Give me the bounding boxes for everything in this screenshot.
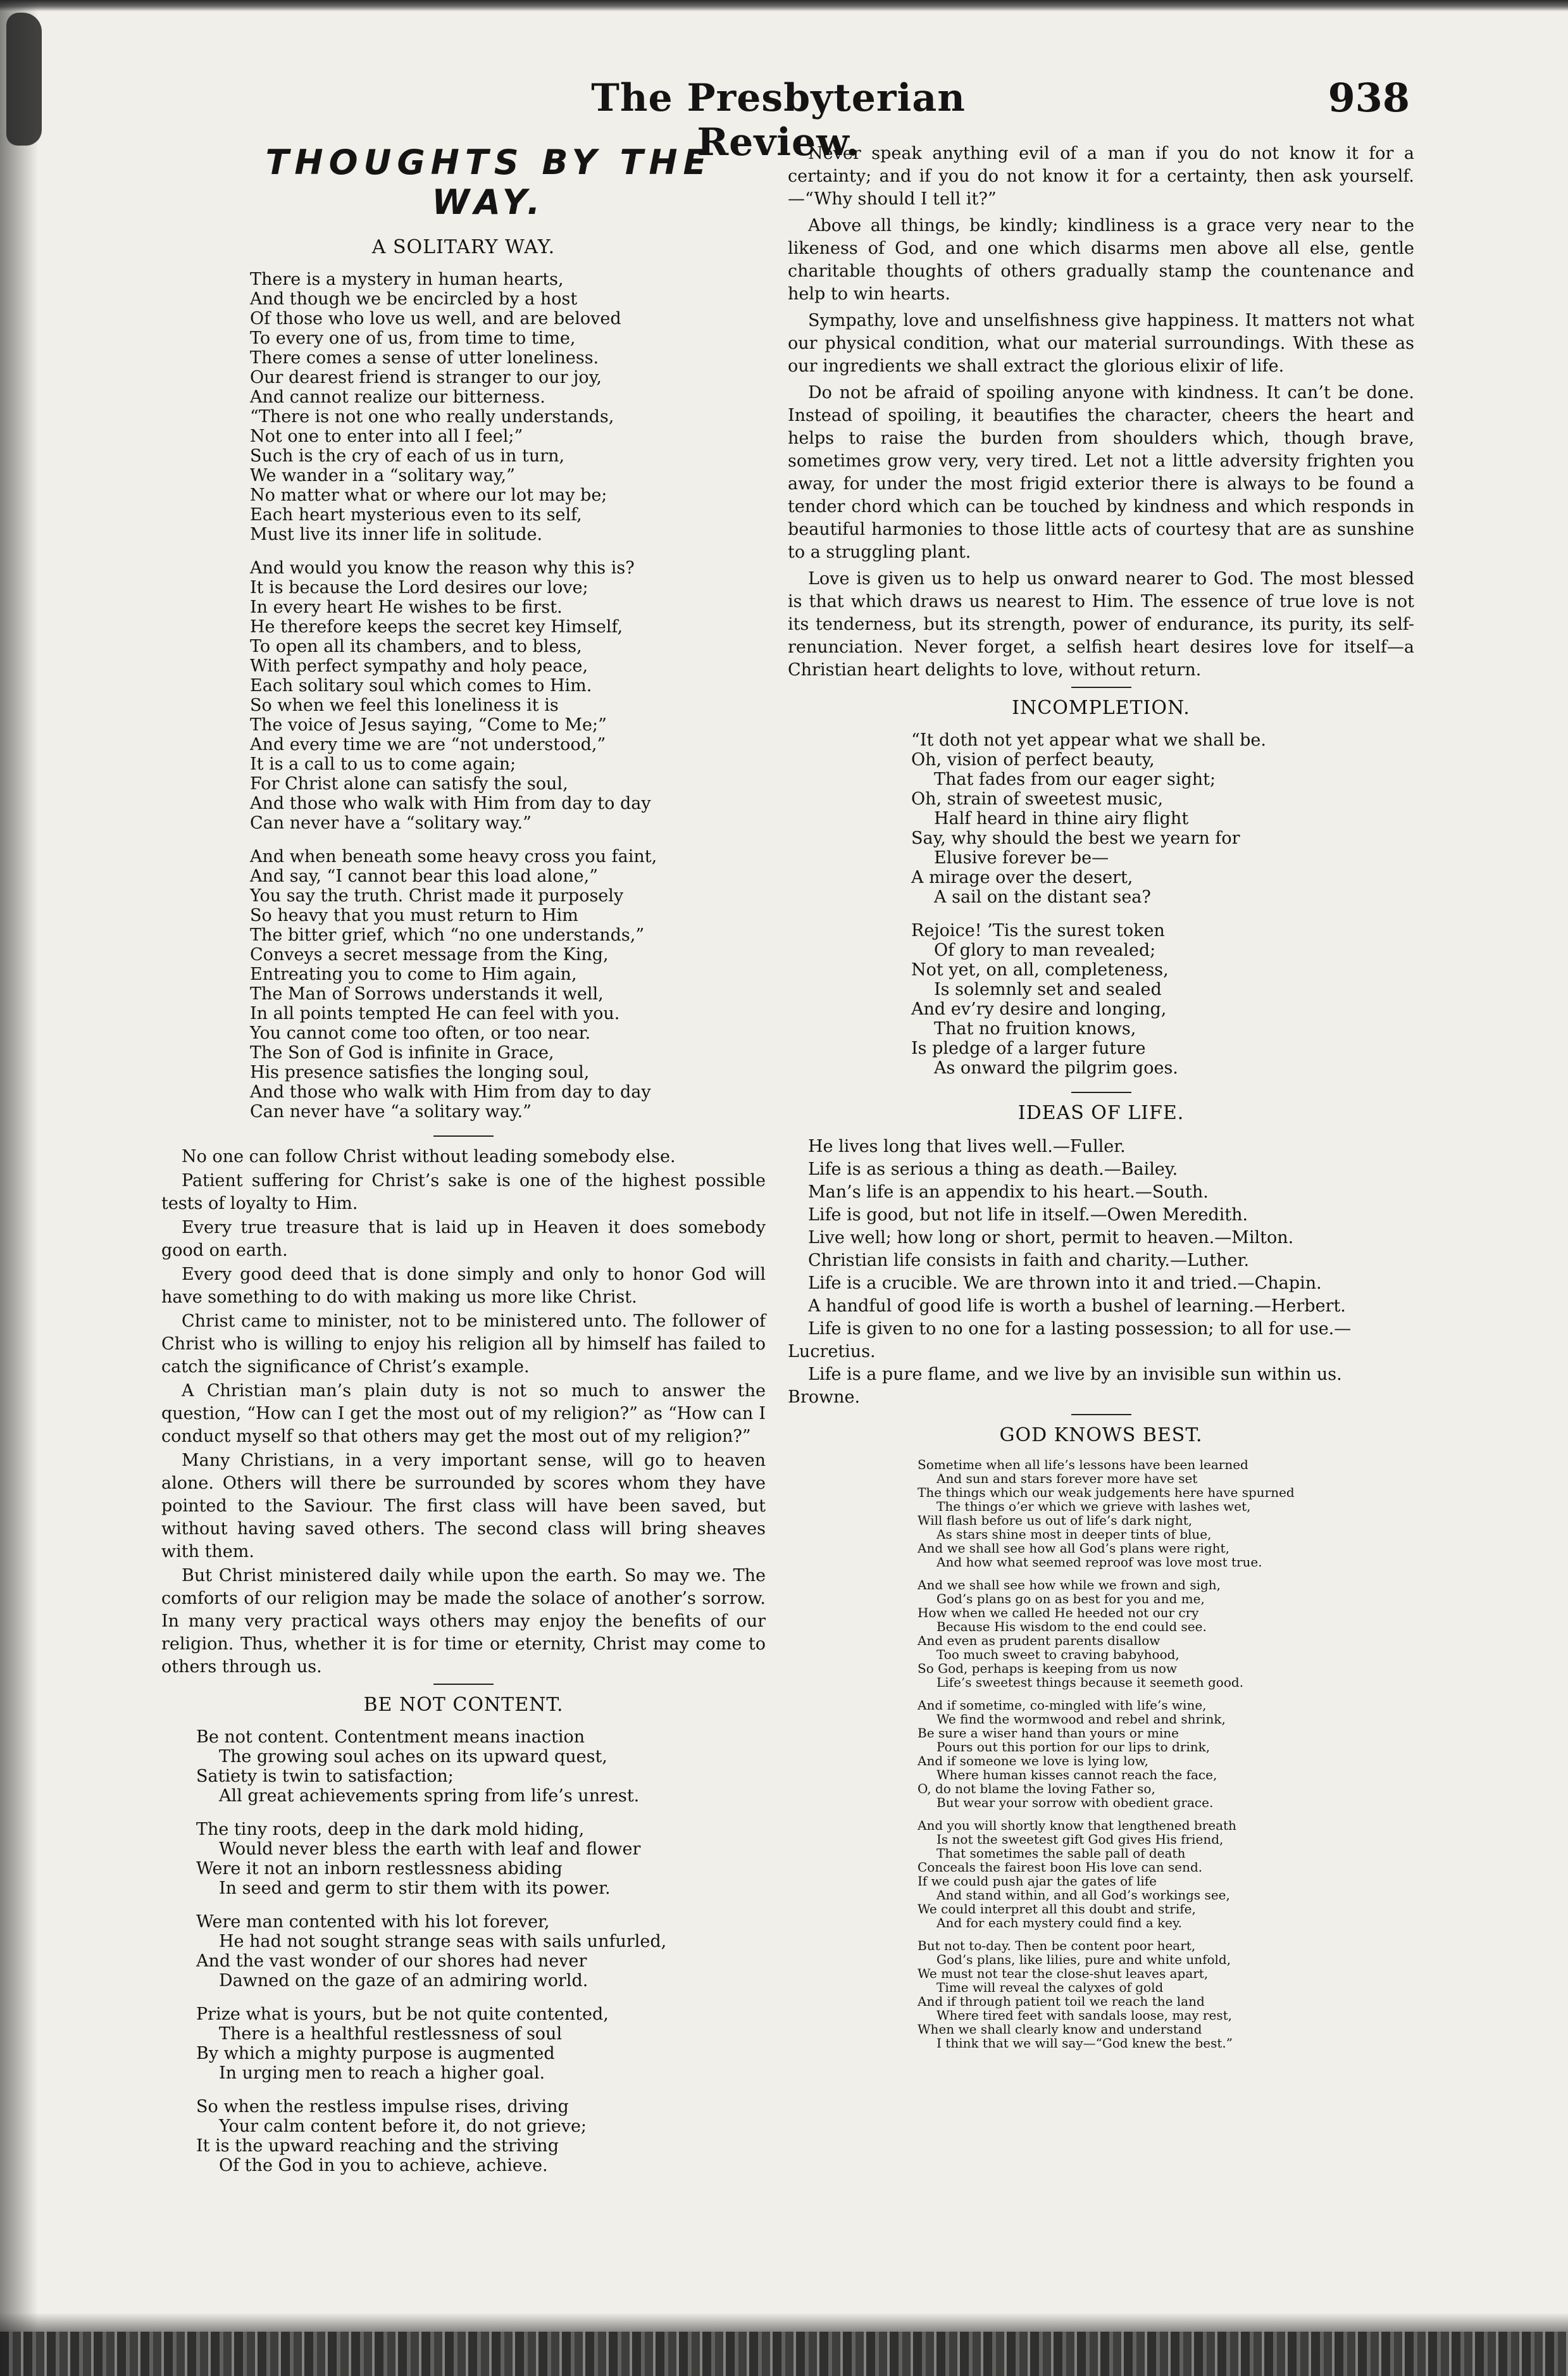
poem-line: And we shall see how while we frown and sigh,	[918, 1577, 1221, 1592]
poem-line: Can never have “a solitary way.”	[250, 1102, 532, 1122]
idea-line: Life is as serious a thing as death.—Bailey.	[808, 1160, 1178, 1179]
paragraph: Never speak anything evil of a man if you do not know it for a certainty; and if you do not know it for a certainty, then ask yourself.—“Why should I tell it?”	[788, 144, 1414, 209]
scan-bottom-fade	[0, 2313, 1568, 2332]
not-content-poem	[161, 1727, 766, 2175]
poem-line: There is a healthful restlessness of soul	[219, 2024, 563, 2044]
poem-line: Half heard in thine airy flight	[934, 809, 1189, 828]
poem-stanza	[250, 558, 766, 833]
poem-line: And we shall see how all God’s plans were right,	[918, 1541, 1229, 1556]
poem-line: We find the wormwood and rebel and shrink,	[936, 1711, 1226, 1727]
poem-line: “There is not one who really understands,	[250, 407, 614, 427]
poem-line: Life’s sweetest things because it seemeth good.	[936, 1675, 1244, 1690]
poem-line: Conceals the fairest boon His love can send.	[918, 1860, 1203, 1875]
poem-line: And though we be encircled by a host	[250, 289, 578, 309]
right-paragraphs	[788, 142, 1414, 682]
poem-line: We could interpret all this doubt and strife,	[918, 1901, 1196, 1916]
paragraph: Many Christians, in a very important sense, will go to heaven alone. Others will there be surrounded by scores whom they have pointed to the Saviour. The first class will have been saved, but without having saved others. The second class will bring sheaves with them.	[161, 1451, 766, 1561]
idea-line: Life is good, but not life in itself.—Owen Meredith.	[808, 1205, 1248, 1225]
poem-line: To open all its chambers, and to bless,	[250, 637, 582, 656]
poem-line: You cannot come too often, or too near.	[250, 1023, 591, 1043]
paragraph: Do not be afraid of spoiling anyone with kindness. It can’t be done. Instead of spoiling, it beautifies the character, cheers the heart and helps to raise the burden from shoulders which, though brave, sometimes grow very, very tired. Let not a little adversity frighten you away, for under the most frigid exterior there is always to be found a tender chord which can be touched by kindness and which responds in beautiful harmonies to those little acts of courtesy that are as sunshine to a struggling plant.	[788, 383, 1414, 562]
section-rule	[433, 1684, 494, 1685]
poem-line: You say the truth. Christ made it purposely	[250, 886, 624, 906]
paragraph: Patient suffering for Christ’s sake is one of the highest possible tests of loyalty to Him.	[161, 1171, 766, 1213]
poem-line: Rejoice! ’Tis the surest token	[911, 921, 1165, 941]
poem-line: God’s plans go on as best for you and me,	[936, 1591, 1205, 1606]
scan-left-edge	[0, 0, 38, 2376]
poem-line: God’s plans, like lilies, pure and white unfold,	[936, 1952, 1231, 1967]
poem-line: The voice of Jesus saying, “Come to Me;”	[250, 715, 607, 735]
idea-line: Christian life consists in faith and charity.—Luther.	[808, 1251, 1250, 1270]
poem-line: Too much sweet to craving babyhood,	[936, 1647, 1179, 1662]
poem-line: Where tired feet with sandals loose, may rest,	[936, 2008, 1232, 2023]
poem-line: But not to-day. Then be content poor heart,	[918, 1938, 1196, 1953]
poem-line: And every time we are “not understood,”	[250, 735, 606, 754]
idea-line: Life is given to no one for a lasting possession; to all for use.—	[808, 1319, 1352, 1339]
poem-line: And if through patient toil we reach the land	[918, 1994, 1205, 2009]
god-knows-poem	[788, 1458, 1414, 2050]
poem-line: All great achievements spring from life’s unrest.	[219, 1786, 640, 1806]
poem-line: Say, why should the best we yearn for	[911, 828, 1240, 848]
poem-line: By which a mighty purpose is augmented	[196, 2044, 555, 2063]
idea-line: Live well; how long or short, permit to heaven.—Milton.	[808, 1228, 1294, 1247]
not-content-heading: BE NOT CONTENT.	[363, 1694, 564, 1716]
poem-line: And for each mystery could find a key.	[936, 1915, 1182, 1930]
poem-line: It is a call to us to come again;	[250, 754, 516, 774]
poem-line: He therefore keeps the secret key Himself,	[250, 617, 623, 637]
incompletion-poem	[788, 730, 1414, 1078]
poem-line: Entreating you to come to Him again,	[250, 965, 577, 984]
paragraph: A Christian man’s plain duty is not so much to answer the question, “How can I get the most out of my religion?” as “How can I conduct myself so that others may get the most out of my religion?”	[161, 1381, 766, 1446]
poem-line: Conveys a secret message from the King,	[250, 945, 609, 965]
poem-line: Each solitary soul which comes to Him.	[250, 676, 592, 696]
paragraph: Every true treasure that is laid up in Heaven it does somebody good on earth.	[161, 1218, 766, 1260]
poem-line: Be not content. Contentment means inaction	[196, 1727, 585, 1747]
poem-line: And stand within, and all God’s workings see,	[936, 1887, 1230, 1903]
poem-line: With perfect sympathy and holy peace,	[250, 656, 588, 676]
poem-line: Oh, vision of perfect beauty,	[911, 750, 1155, 770]
poem-line: How when we called He heeded not our cry	[918, 1605, 1199, 1620]
poem-line: Such is the cry of each of us in turn,	[250, 446, 565, 466]
poem-line: In every heart He wishes to be first.	[250, 597, 563, 617]
poem-line: And if sometime, co-mingled with life’s wine,	[918, 1698, 1207, 1713]
incompletion-heading: INCOMPLETION.	[1012, 697, 1190, 719]
poem-line: The bitter grief, which “no one understands,”	[250, 925, 645, 945]
paragraph: Above all things, be kindly; kindliness is a grace very near to the likeness of God, and one which disarms men above all else, gentle charitable thoughts of others gradually stamp the countenance and help to win hearts.	[788, 216, 1414, 304]
poem-line: Sometime when all life’s lessons have been learned	[918, 1457, 1248, 1472]
poem-line: It is the upward reaching and the striving	[196, 2136, 559, 2156]
poem-stanza	[911, 730, 1414, 907]
poem-line: The Man of Sorrows understands it well,	[250, 984, 604, 1004]
poem-line: That no fruition knows,	[934, 1019, 1136, 1039]
poem-line: Your calm content before it, do not grieve;	[219, 2117, 587, 2136]
poem-stanza	[918, 1578, 1414, 1689]
idea-line: Life is a crucible. We are thrown into it and tried.—Chapin.	[808, 1273, 1322, 1293]
poem-line: And if someone we love is lying low,	[918, 1753, 1148, 1768]
poem-line: As onward the pilgrim goes.	[934, 1058, 1178, 1078]
poem-stanza	[250, 270, 766, 544]
left-column	[161, 142, 766, 2189]
poem-line: That sometimes the sable pall of death	[936, 1846, 1186, 1861]
poem-line: Be sure a wiser hand than yours or mine	[918, 1725, 1179, 1741]
poem-line: The growing soul aches on its upward quest,	[219, 1747, 607, 1766]
poem-line: Not yet, on all, completeness,	[911, 960, 1169, 980]
poem-line: Of the God in you to achieve, achieve.	[219, 2156, 548, 2175]
page-number: 938	[1328, 75, 1410, 121]
poem-line: Is pledge of a larger future	[911, 1039, 1146, 1058]
idea-line: Man’s life is an appendix to his heart.—South.	[808, 1182, 1209, 1202]
poem-stanza	[911, 921, 1414, 1078]
poem-line: That fades from our eager sight;	[934, 770, 1216, 789]
poem-line: And would you know the reason why this is?	[250, 558, 635, 578]
left-paragraphs	[161, 1146, 766, 1679]
idea-line: Life is a pure flame, and we live by an invisible sun within us.	[808, 1365, 1342, 1384]
idea-line-continuation: Lucretius.	[788, 1342, 876, 1361]
poem-line: Were it not an inborn restlessness abiding	[196, 1859, 563, 1879]
scan-bottom-edge	[0, 2332, 1568, 2376]
poem-line: No matter what or where our lot may be;	[250, 485, 607, 505]
poem-line: Will flash before us out of life’s dark night,	[918, 1513, 1193, 1528]
poem-line: We must not tear the close-shut leaves apart,	[918, 1966, 1209, 1981]
poem-line: The tiny roots, deep in the dark mold hiding,	[196, 1820, 585, 1839]
poem-line: The Son of God is infinite in Grace,	[250, 1043, 554, 1063]
poem-stanza	[196, 2004, 766, 2083]
poem-line: So when we feel this loneliness it is	[250, 696, 559, 715]
poem-line: To every one of us, from time to time,	[250, 328, 576, 348]
poem-line: The things o’er which we grieve with lashes wet,	[936, 1499, 1251, 1514]
poem-line: In all points tempted He can feel with you.	[250, 1004, 620, 1023]
poem-line: Can never have a “solitary way.”	[250, 813, 532, 833]
poem-line: Each heart mysterious even to its self,	[250, 505, 582, 525]
poem-line: But wear your sorrow with obedient grace.	[936, 1795, 1214, 1810]
poem-line: So when the restless impulse rises, driving	[196, 2097, 569, 2117]
poem-line: It is because the Lord desires our love;	[250, 578, 588, 597]
solitary-way-poem	[161, 270, 766, 1122]
ideas-list	[788, 1135, 1414, 1409]
poem-line: The things which our weak judgements here have spurned	[918, 1485, 1295, 1500]
poem-line: Dawned on the gaze of an admiring world.	[219, 1971, 588, 1991]
masthead-title: The Presbyterian Review.	[591, 76, 966, 165]
poem-line: In urging men to reach a higher goal.	[219, 2063, 545, 2083]
poem-stanza	[196, 1820, 766, 1898]
poem-line: A mirage over the desert,	[911, 868, 1133, 887]
god-knows-heading: GOD KNOWS BEST.	[999, 1424, 1203, 1446]
poem-line: So heavy that you must return to Him	[250, 906, 578, 925]
idea-line: A handful of good life is worth a bushel of learning.—Herbert.	[808, 1296, 1346, 1316]
poem-line: And when beneath some heavy cross you faint,	[250, 847, 657, 866]
solitary-way-heading: A SOLITARY WAY.	[371, 236, 556, 258]
poem-stanza	[918, 1458, 1414, 1569]
poem-line: Satiety is twin to satisfaction;	[196, 1766, 454, 1786]
poem-line: Not one to enter into all I feel;”	[250, 427, 523, 446]
poem-line: Is solemnly set and sealed	[934, 980, 1162, 999]
poem-stanza	[918, 1698, 1414, 1810]
poem-line: I think that we will say—“God knew the best.”	[936, 2035, 1233, 2051]
poem-line: And say, “I cannot bear this load alone,”	[250, 866, 599, 886]
poem-stanza	[250, 847, 766, 1122]
poem-line: And how what seemed reproof was love most true.	[936, 1554, 1262, 1570]
poem-line: Of those who love us well, and are beloved	[250, 309, 621, 328]
section-rule	[1071, 687, 1131, 688]
poem-line: Is not the sweetest gift God gives His friend,	[936, 1832, 1224, 1847]
poem-line: Because His wisdom to the end could see.	[936, 1619, 1207, 1634]
paragraph: Love is given us to help us onward nearer to God. The most blessed is that which draws us nearest to Him. The essence of true love is not its tenderness, but its strength, power of endurance, its purity, its self-renunciation. Never forget, a selfish heart desires love for itself—a Christian heart delights to love, without return.	[788, 569, 1414, 680]
paragraph: Every good deed that is done simply and only to honor God will have something to do with making us more like Christ.	[161, 1265, 766, 1307]
scan-top-edge	[0, 0, 1568, 11]
poem-stanza	[918, 1818, 1414, 1930]
poem-line: Where human kisses cannot reach the face,	[936, 1767, 1217, 1782]
section-rule	[1071, 1092, 1131, 1093]
poem-line: And sun and stars forever more have set	[936, 1471, 1198, 1486]
poem-line: There is a mystery in human hearts,	[250, 270, 564, 289]
poem-line: He had not sought strange seas with sails unfurled,	[219, 1932, 667, 1951]
poem-line: Prize what is yours, but be not quite contented,	[196, 2004, 609, 2024]
poem-line: And those who walk with Him from day to day	[250, 794, 651, 813]
poem-line: His presence satisfies the longing soul,	[250, 1063, 590, 1082]
poem-line: When we shall clearly know and understand	[918, 2022, 1202, 2037]
paragraph: Christ came to minister, not to be ministered unto. The follower of Christ who is willing to enjoy his religion all by himself has failed to catch the significance of Christ’s example.	[161, 1311, 766, 1377]
section-rule	[433, 1135, 494, 1137]
poem-line: We wander in a “solitary way,”	[250, 466, 515, 485]
poem-line: Must live its inner life in solitude.	[250, 525, 543, 544]
poem-line: If we could push ajar the gates of life	[918, 1873, 1157, 1889]
poem-line: Elusive forever be—	[934, 848, 1109, 868]
poem-line: Our dearest friend is stranger to our joy,	[250, 368, 602, 387]
paragraph: Sympathy, love and unselfishness give happiness. It matters not what our physical condition, what our material surroundings. With these as our ingredients we shall extract the glorious elixir of life.	[788, 311, 1414, 376]
poem-line: A sail on the distant sea?	[934, 887, 1151, 907]
poem-line: In seed and germ to stir them with its power.	[219, 1879, 611, 1898]
poem-line: And even as prudent parents disallow	[918, 1633, 1160, 1648]
ideas-heading: IDEAS OF LIFE.	[1017, 1102, 1185, 1124]
main-title: THOUGHTS BY THE WAY.	[265, 142, 712, 222]
poem-stanza	[196, 1727, 766, 1806]
poem-line: So God, perhaps is keeping from us now	[918, 1661, 1177, 1676]
poem-line: Would never bless the earth with leaf and flower	[219, 1839, 641, 1859]
idea-line-continuation: Browne.	[788, 1387, 861, 1407]
poem-stanza	[196, 1912, 766, 1991]
poem-line: For Christ alone can satisfy the soul,	[250, 774, 568, 794]
section-rule	[1071, 1414, 1131, 1415]
paragraph: But Christ ministered daily while upon the earth. So may we. The comforts of our religion may be made the solace of another’s sorrow. In many very practical ways others may enjoy the benefits of our religion. Thus, whether it is for time or eternity, Christ may come to others through us.	[161, 1566, 766, 1677]
poem-line: And you will shortly know that lengthened breath	[918, 1818, 1236, 1833]
poem-line: And those who walk with Him from day to day	[250, 1082, 651, 1102]
poem-line: Time will reveal the calyxes of gold	[936, 1980, 1164, 1995]
idea-line: He lives long that lives well.—Fuller.	[808, 1137, 1126, 1156]
right-column	[788, 142, 1414, 2059]
poem-line: And cannot realize our bitterness.	[250, 387, 545, 407]
poem-stanza	[196, 2097, 766, 2175]
poem-line: O, do not blame the loving Father so,	[918, 1781, 1155, 1796]
poem-stanza	[918, 1939, 1414, 2050]
poem-line: And the vast wonder of our shores had never	[196, 1951, 587, 1971]
poem-line: Oh, strain of sweetest music,	[911, 789, 1164, 809]
poem-line: As stars shine most in deeper tints of blue,	[936, 1527, 1212, 1542]
paragraph: No one can follow Christ without leading somebody else.	[182, 1147, 676, 1166]
poem-line: Of glory to man revealed;	[934, 941, 1156, 960]
poem-line: Pours out this portion for our lips to drink,	[936, 1739, 1210, 1754]
poem-line: “It doth not yet appear what we shall be.	[911, 730, 1266, 750]
poem-line: And ev’ry desire and longing,	[911, 999, 1167, 1019]
binding-blot	[6, 13, 42, 146]
poem-line: Were man contented with his lot forever,	[196, 1912, 550, 1932]
poem-line: There comes a sense of utter loneliness.	[250, 348, 599, 368]
